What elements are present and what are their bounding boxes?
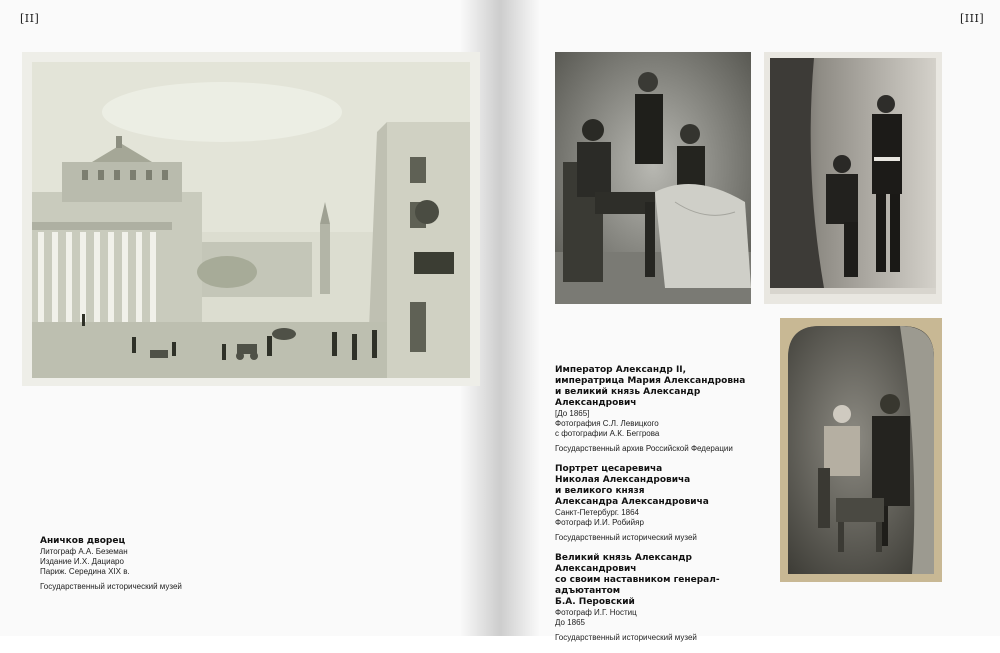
caption-title: Великий князь Александр Александрович со своим наставником генерал-адъютантом Б.А. Перовский bbox=[555, 553, 720, 607]
caption-line: До 1865 bbox=[555, 618, 585, 627]
right-captions bbox=[555, 365, 755, 653]
caption-line: Литограф А.А. Беземан bbox=[40, 547, 128, 556]
caption-title: Портрет цесаревича Николая Александровича и великого князя Александра Александровича bbox=[555, 464, 709, 507]
caption-line: Фотограф И.И. Робийяр bbox=[555, 518, 644, 527]
caption-line: Фотограф И.Г. Ностиц bbox=[555, 608, 637, 617]
arched-photograph bbox=[780, 318, 942, 582]
caption-source: Государственный исторический музей bbox=[555, 533, 697, 542]
family-photograph bbox=[555, 52, 751, 304]
caption-line: [До 1865] bbox=[555, 409, 590, 418]
caption-source: Государственный исторический музей bbox=[555, 633, 697, 642]
caption-block bbox=[555, 553, 755, 643]
caption-title: Аничков дворец bbox=[40, 536, 126, 546]
page-number-right: [III] bbox=[960, 12, 985, 25]
caption-block bbox=[555, 464, 755, 543]
caption-title: Император Александр II, императрица Мария Александровна и великий князь Александр Александрович bbox=[555, 365, 746, 408]
caption-line: с фотографии А.К. Беггрова bbox=[555, 429, 660, 438]
page-number-left: [II] bbox=[20, 12, 40, 25]
left-page bbox=[0, 0, 500, 636]
caption-line: Издание И.Х. Дациаро bbox=[40, 557, 124, 566]
caption-line: Фотография С.Л. Левицкого bbox=[555, 419, 659, 428]
caption-source: Государственный исторический музей bbox=[40, 582, 182, 591]
caption-line: Париж. Середина XIX в. bbox=[40, 567, 130, 576]
caption-block bbox=[555, 365, 755, 454]
lithograph-caption bbox=[40, 536, 340, 592]
caption-source: Государственный архив Российской Федерации bbox=[555, 444, 733, 453]
gutter-shadow bbox=[500, 0, 540, 636]
lithograph-image bbox=[22, 52, 480, 386]
right-page bbox=[500, 0, 1000, 642]
caption-line: Санкт-Петербург. 1864 bbox=[555, 508, 640, 517]
brothers-photograph bbox=[764, 52, 942, 304]
